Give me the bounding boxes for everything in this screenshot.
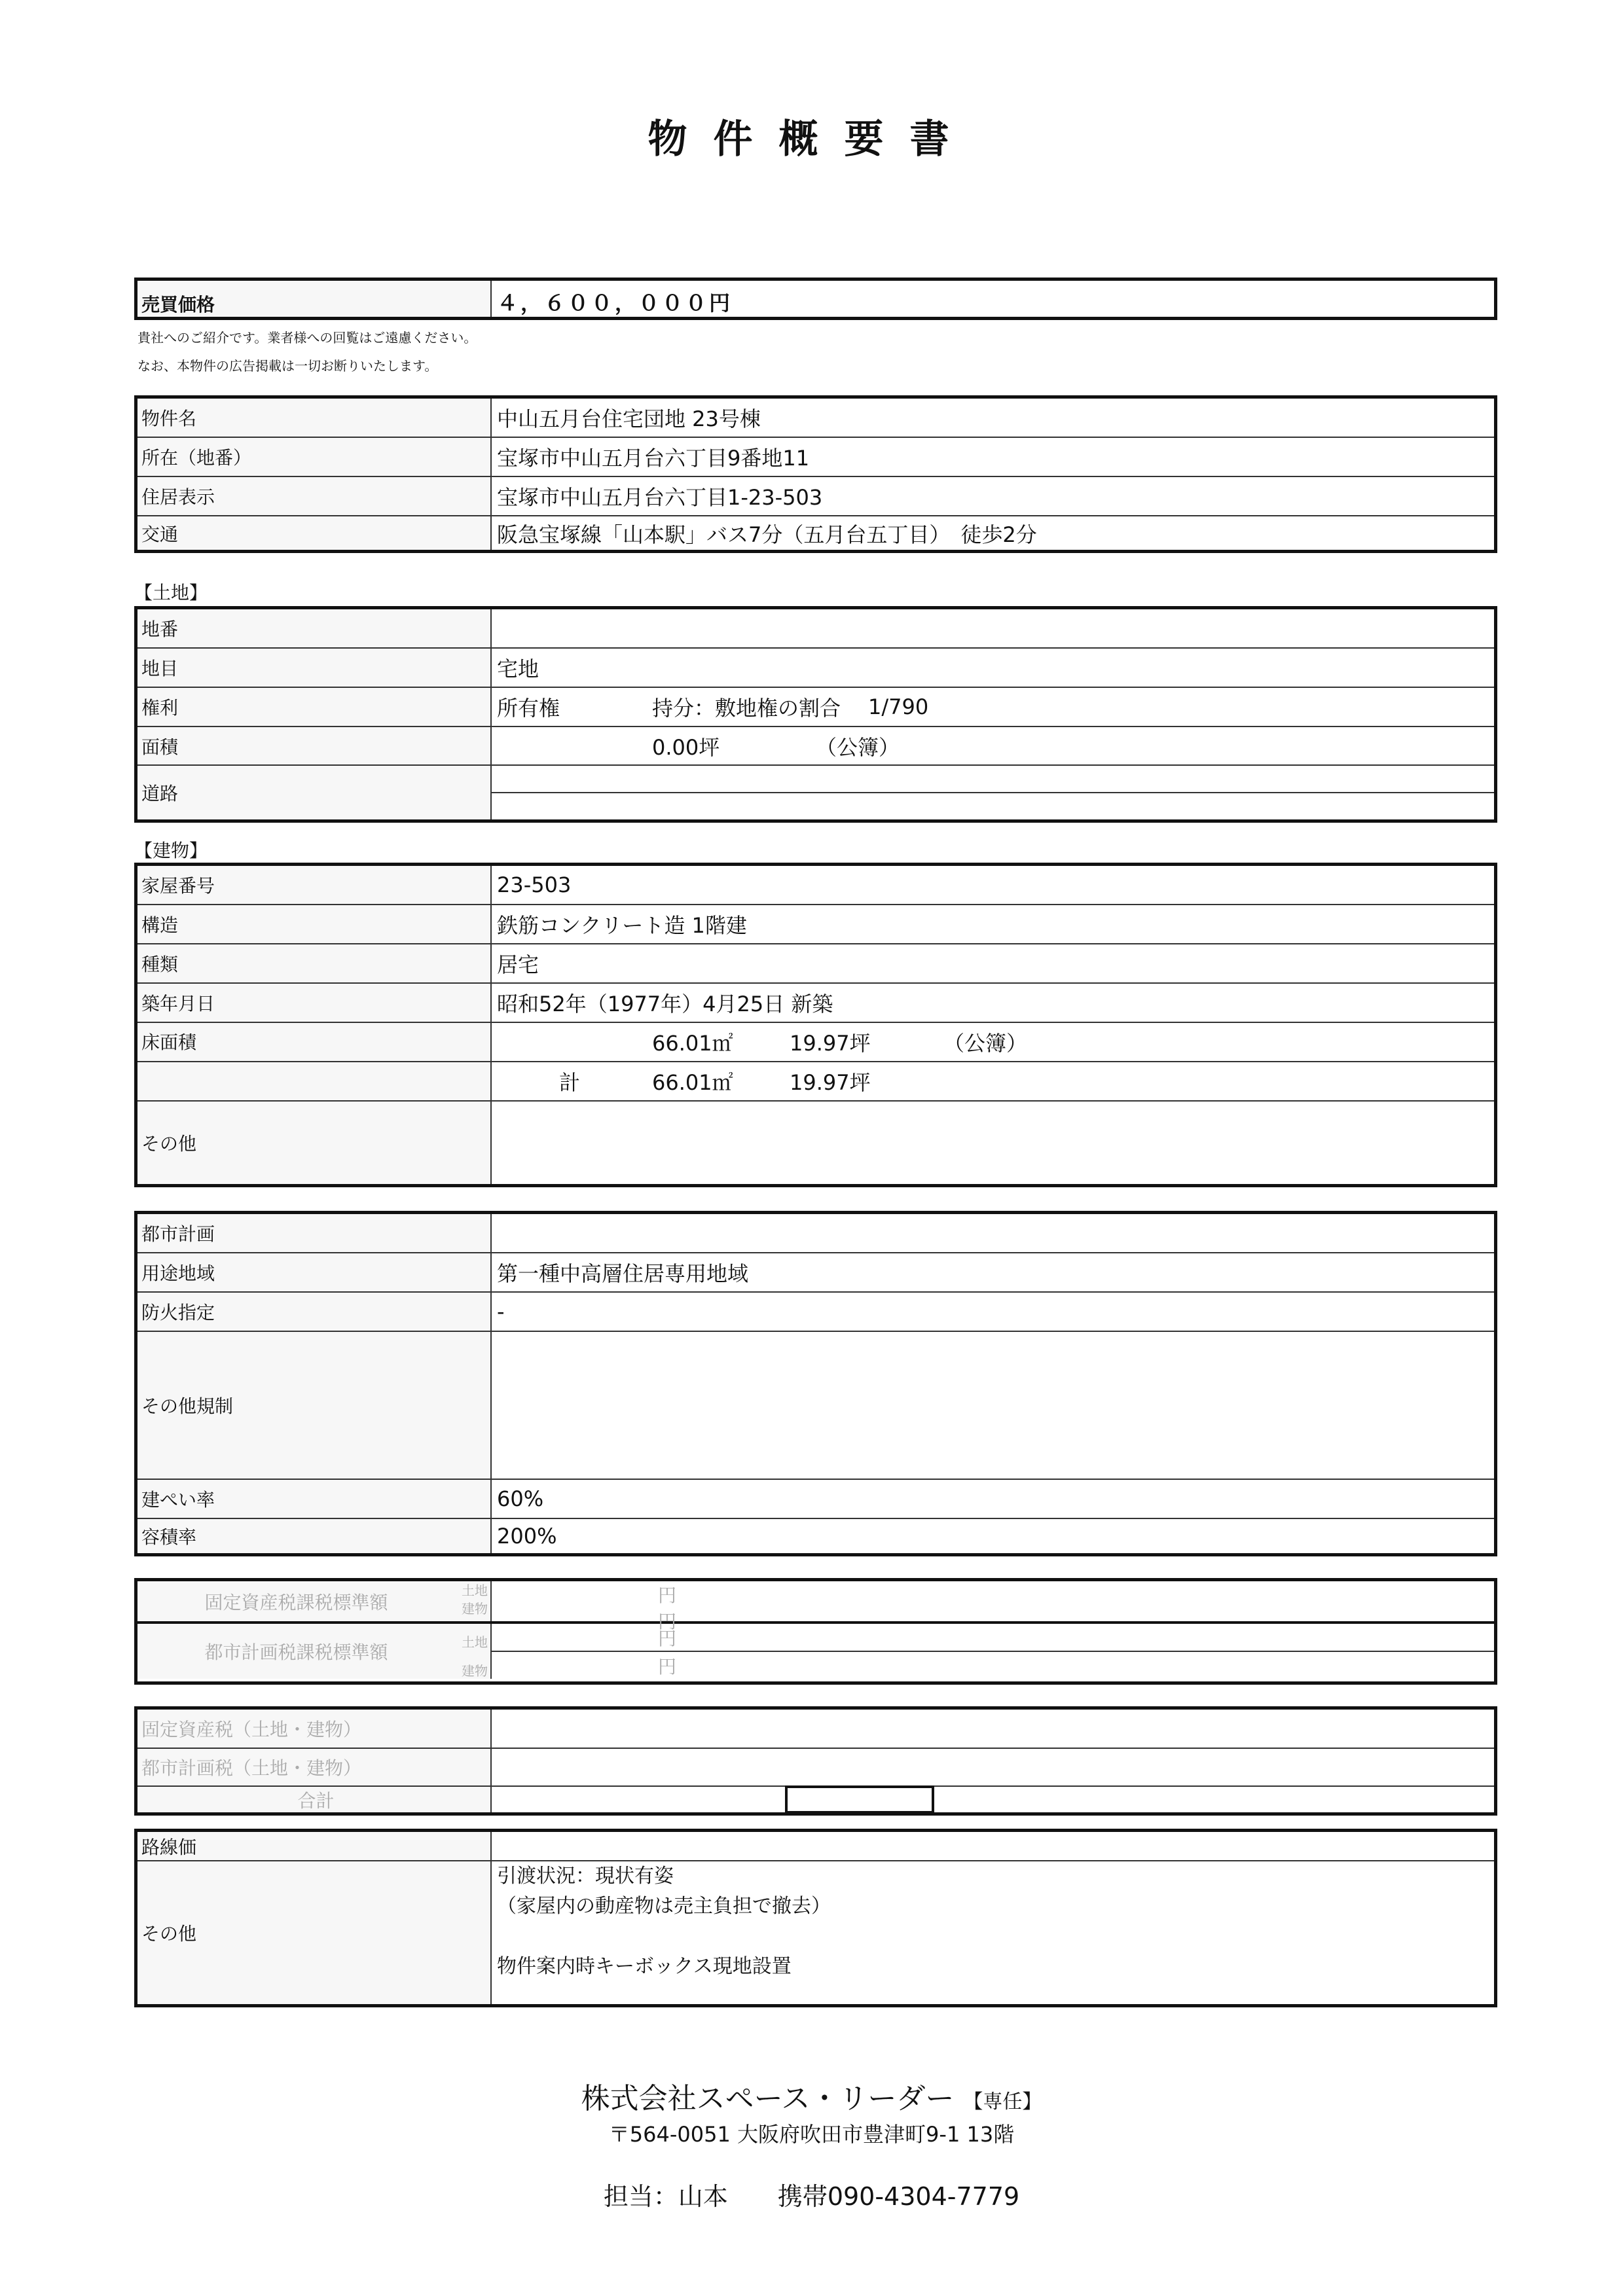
label: 面積 (137, 727, 492, 764)
label: その他 (137, 1102, 492, 1184)
route-price-table (134, 1829, 1497, 2007)
tax-base-table (134, 1578, 1497, 1685)
value: 宝塚市中山五月台六丁目9番地11 (497, 446, 810, 471)
mochibun-value: 1/790 (868, 694, 929, 719)
value: 昭和52年（1977年）4月25日 新築 (497, 992, 833, 1016)
floor-tsubo: 19.97坪 (790, 1031, 871, 1056)
label: 用途地域 (137, 1253, 492, 1291)
label: 築年月日 (137, 984, 492, 1022)
handover-note: （家屋内の動産物は売主負担で撤去） (497, 1895, 831, 1918)
contact: 担当：山本 携帯090-4304-7779 (603, 2182, 1020, 2211)
note-1: 貴社へのご紹介です。業者様への回覧はご遠慮ください。 (137, 330, 477, 346)
yen-unit: 円 (658, 1627, 677, 1649)
label: 固定資産税課税標準額 (204, 1591, 388, 1613)
note: （公簿） (943, 1031, 1028, 1056)
label: 地番 (137, 609, 492, 647)
price-value: ４，６００，０００円 (497, 291, 733, 315)
yen-unit: 円 (658, 1655, 677, 1677)
note-2: なお、本物件の広告掲載は一切お断りいたします。 (137, 358, 438, 374)
label: 建ぺい率 (137, 1480, 492, 1518)
label: 交通 (137, 516, 492, 550)
company-name: 株式会社スペース・リーダー (581, 2082, 955, 2115)
label: 都市計画税（土地・建物） (137, 1749, 492, 1785)
value: 鉄筋コンクリート造 1階建 (497, 913, 747, 938)
label: 路線価 (137, 1832, 492, 1860)
land-label: 土地 (462, 1583, 488, 1598)
land-table (134, 606, 1497, 823)
city-plan-table (134, 1211, 1497, 1556)
yen-unit: 円 (658, 1585, 677, 1606)
floor-m2: 66.01㎡ (652, 1031, 733, 1056)
company (0, 2075, 1623, 2117)
total-m2: 66.01㎡ (652, 1070, 733, 1095)
yen-unit: 円 (658, 1611, 677, 1632)
price-table (134, 278, 1497, 320)
label: その他 (137, 1861, 492, 2004)
building-heading: 【建物】 (134, 840, 208, 861)
value: 居宅 (497, 952, 539, 977)
label: 都市計画税課税標準額 (204, 1641, 388, 1663)
label: 物件名 (137, 399, 492, 437)
label: 床面積 (137, 1023, 492, 1061)
label: その他規制 (137, 1332, 492, 1479)
building-label: 建物 (462, 1601, 488, 1617)
keybox-note: 物件案内時キーボックス現地設置 (497, 1955, 792, 1978)
land-label: 土地 (462, 1634, 488, 1650)
mochibun-label: 持分：敷地権の割合 (652, 696, 841, 721)
company-address: 〒564-0051 大阪府吹田市豊津町9-1 13階 (608, 2122, 1015, 2147)
note: （公簿） (816, 734, 900, 760)
label: 地目 (137, 649, 492, 687)
label: 権利 (137, 688, 492, 726)
handover-status: 引渡状況：現状有姿 (497, 1865, 674, 1888)
total-box (785, 1785, 934, 1814)
label: 種類 (137, 944, 492, 982)
label: 住居表示 (137, 477, 492, 515)
value: 23-503 (497, 872, 572, 897)
value: 宝塚市中山五月台六丁目1-23-503 (497, 485, 823, 510)
page-title: 物件概要書 (647, 117, 976, 162)
value: 60% (497, 1486, 544, 1511)
label: 防火指定 (137, 1293, 492, 1331)
building-table (134, 863, 1497, 1187)
value: 第一種中高層住居専用地域 (497, 1261, 749, 1286)
value: 0.00坪 (652, 734, 720, 760)
label: 所在（地番） (137, 438, 492, 476)
label: 容積率 (137, 1519, 492, 1553)
contract-type: 【専任】 (963, 2090, 1042, 2113)
label: 合計 (137, 1787, 492, 1812)
label: 道路 (137, 766, 492, 819)
value: 所有権 (497, 696, 560, 721)
value (492, 1214, 1494, 1252)
value: 宅地 (497, 656, 539, 681)
price-label: 売買価格 (137, 281, 492, 317)
value: - (497, 1299, 505, 1324)
total-label: 計 (559, 1070, 581, 1095)
total-tsubo: 19.97坪 (790, 1070, 871, 1095)
value: 中山五月台住宅団地 23号棟 (497, 406, 761, 431)
label: 家屋番号 (137, 866, 492, 904)
label: 構造 (137, 905, 492, 943)
value: 阪急宝塚線「山本駅」バス7分（五月台五丁目） 徒歩2分 (497, 522, 1037, 547)
tax-table (134, 1706, 1497, 1816)
value: 200% (497, 1524, 557, 1549)
label: 都市計画 (137, 1214, 492, 1252)
label: 固定資産税（土地・建物） (137, 1710, 492, 1748)
land-heading: 【土地】 (134, 582, 208, 603)
building-label: 建物 (462, 1663, 488, 1679)
property-table (134, 395, 1497, 553)
value (492, 1332, 1494, 1479)
